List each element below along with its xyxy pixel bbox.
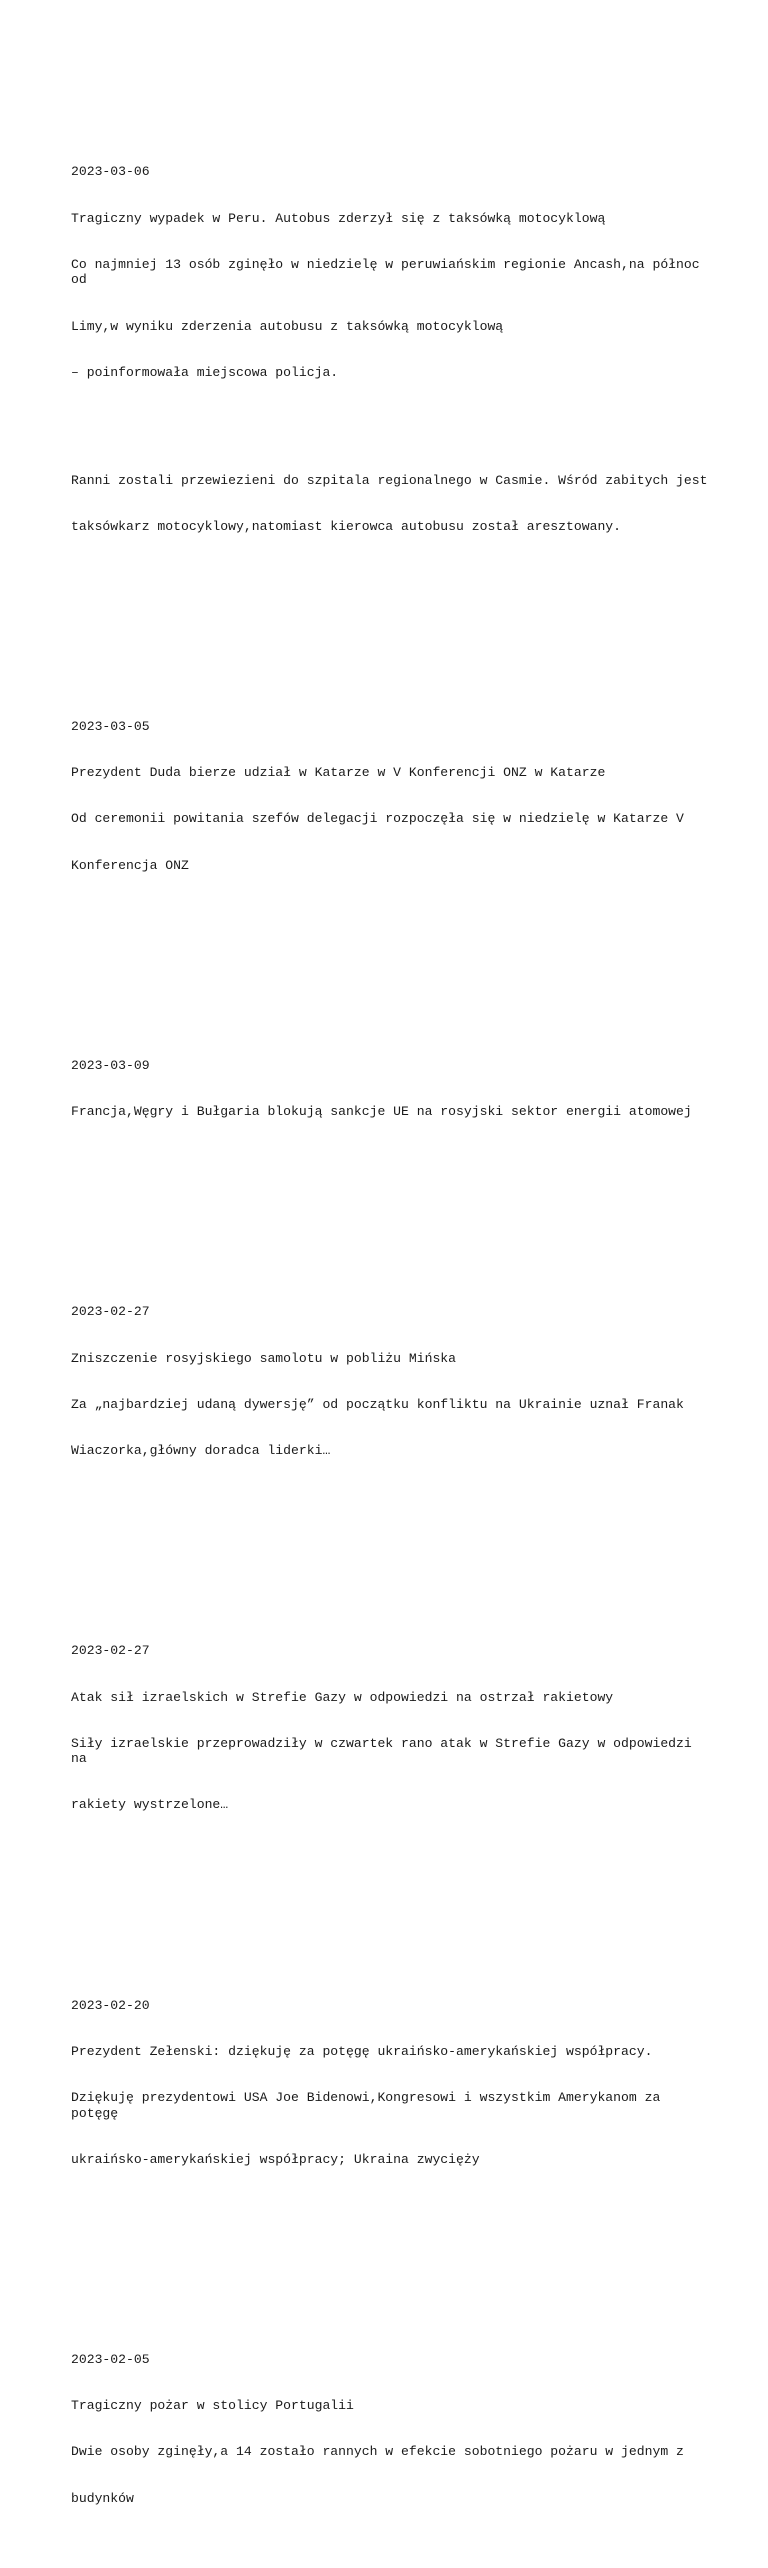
entry-title: Prezydent Zełenski: dziękuję za potęgę ukraińsko-amerykańskiej współpracy. (71, 2043, 653, 2059)
entry-body-line: Za „najbardziej udaną dywersję” od początku konfliktu na Ukrainie uznał Franak (71, 1396, 684, 1412)
entry-spacer (71, 1181, 711, 1212)
entry-body-line: Dziękuję prezydentowi USA Joe Bidenowi,Kongresowi i wszystkim Amerykanom za potęgę (71, 2090, 669, 2121)
entry-body-line: Siły izraelskie przeprowadziły w czwartek rano atak w Strefie Gazy w odpowiedzi na (71, 1735, 700, 1767)
entry-title: Tragiczny pożar w stolicy Portugalii (71, 2398, 354, 2414)
entry-body-line: Dwie osoby zginęły,a 14 zostało rannych w efekcie sobotniego pożaru w jednym z (71, 2444, 684, 2460)
entry-date: 2023-03-05 (71, 719, 150, 735)
entry-body-line: Od ceremonii powitania szefów delegacji rozpoczęła się w niedzielę w Katarze V (71, 811, 684, 827)
entry-body-line: ukraińsko-amerykańskiej współpracy; Ukraina zwycięży (71, 2151, 480, 2167)
paragraph-spacer (71, 411, 711, 442)
entry-title: Francja,Węgry i Bułgaria blokują sankcje UE na rosyjski sektor energii atomowej (71, 1104, 692, 1120)
entry-spacer (71, 1520, 711, 1551)
entry-body-line: Wiaczorka,główny doradca liderki… (71, 1443, 331, 1459)
entry-title: Tragiczny wypadek w Peru. Autobus zderzył się z taksówką motocyklową (71, 210, 606, 226)
news-entry (71, 1613, 711, 1844)
entry-date: 2023-02-20 (71, 1997, 150, 2013)
entry-spacer (71, 596, 711, 627)
entry-body-line: Limy,w wyniku zderzenia autobusu z taksówką motocyklową (71, 318, 504, 334)
news-entry (71, 688, 711, 904)
news-entry (71, 2321, 711, 2537)
entry-date: 2023-02-27 (71, 1643, 150, 1659)
news-entry (71, 134, 711, 565)
entry-date: 2023-03-06 (71, 164, 150, 180)
entry-body-line: Ranni zostali przewiezieni do szpitala regionalnego w Casmie. Wśród zabitych jest (71, 472, 708, 488)
entry-date: 2023-02-05 (71, 2352, 150, 2368)
entry-title: Atak sił izraelskich w Strefie Gazy w odpowiedzi na ostrzał rakietowy (71, 1689, 614, 1705)
entry-date: 2023-02-27 (71, 1304, 150, 1320)
entry-spacer (71, 1874, 711, 1905)
entry-body-line: Konferencja ONZ (71, 857, 189, 873)
entry-body-line: Co najmniej 13 osób zginęło w niedzielę w peruwiańskim regionie Ancash,na północ od (71, 256, 708, 288)
news-entry (71, 1274, 711, 1490)
entry-body-line: taksówkarz motocyklowy,natomiast kierowca autobusu został aresztowany. (71, 518, 622, 534)
news-document (71, 72, 711, 2568)
entry-body-line: rakiety wystrzelone… (71, 1797, 229, 1813)
entry-title: Zniszczenie rosyjskiego samolotu w pobliżu Mińska (71, 1350, 457, 1366)
entry-spacer (71, 935, 711, 966)
entry-title: Prezydent Duda bierze udział w Katarze w V Konferencji ONZ w Katarze (71, 765, 606, 781)
entry-body-line: budynków (71, 2490, 134, 2506)
news-entry (71, 1967, 711, 2198)
entry-date: 2023-03-09 (71, 1057, 150, 1073)
news-entry (71, 1027, 711, 1150)
entry-spacer (71, 2229, 711, 2260)
entry-body-line: – poinformowała miejscowa policja. (71, 364, 339, 380)
